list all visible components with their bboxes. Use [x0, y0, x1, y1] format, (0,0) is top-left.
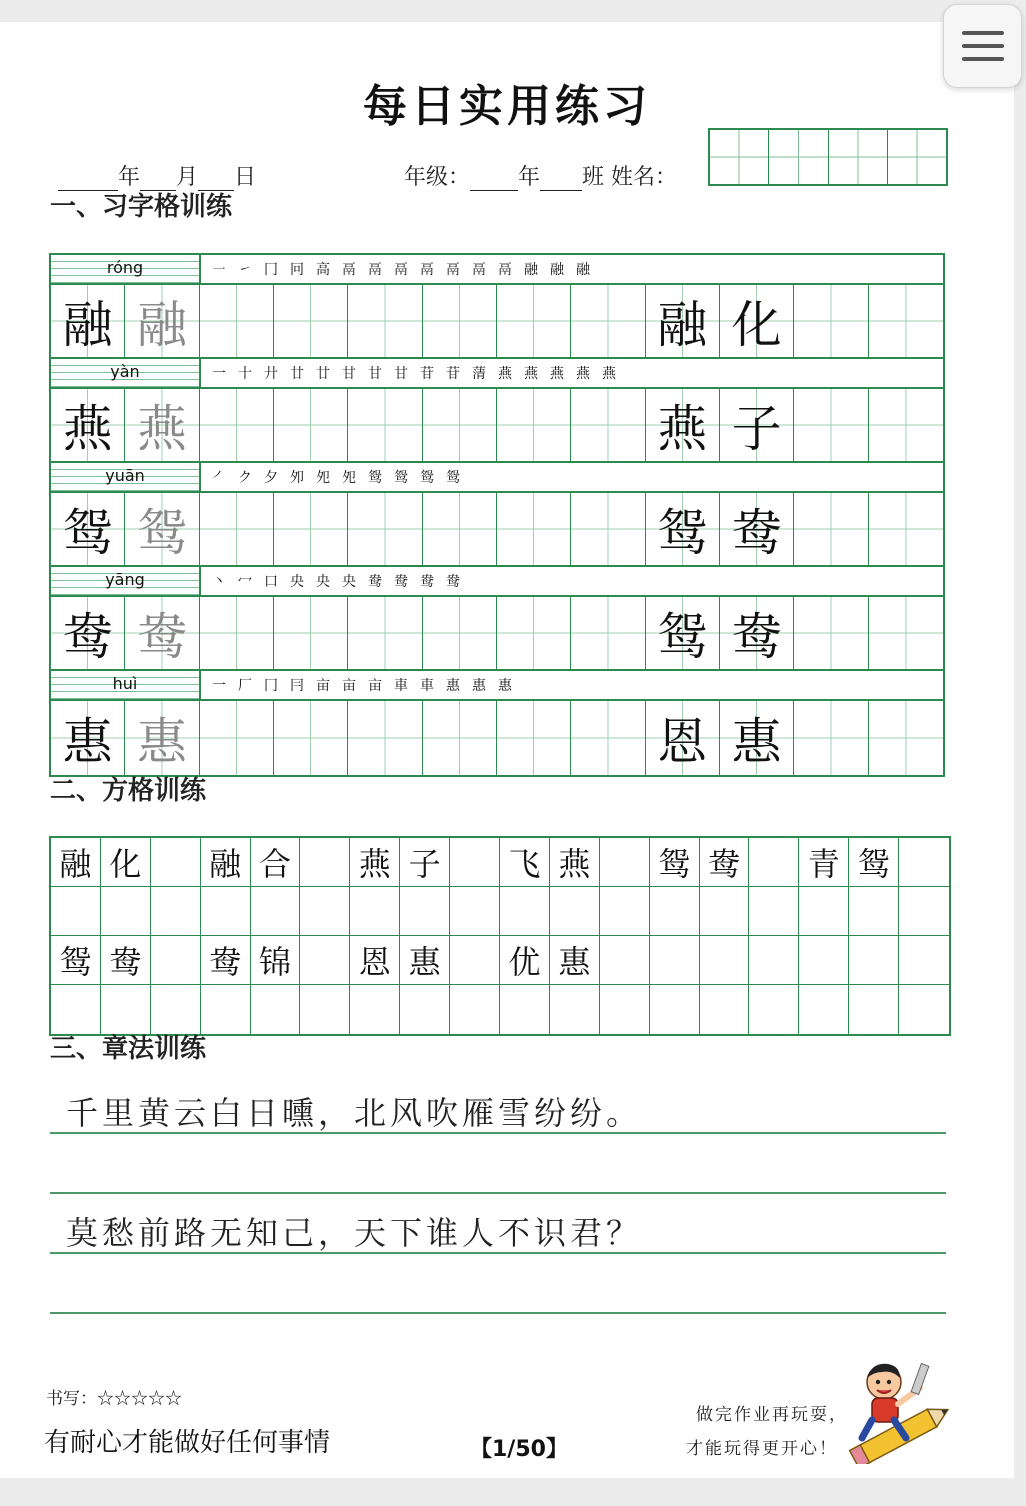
- stroke-step: 亩: [342, 678, 356, 694]
- pinyin-text: yàn: [110, 362, 140, 381]
- blank-practice-cell[interactable]: [794, 701, 868, 775]
- word-character-cell: 鸳: [646, 597, 720, 669]
- blank-square-cell[interactable]: [151, 985, 201, 1034]
- word-character-cell: 融: [646, 285, 720, 357]
- blank-practice-cell[interactable]: [274, 493, 348, 565]
- stroke-step: 惠: [472, 678, 486, 694]
- pinyin-box: [51, 359, 201, 387]
- stroke-order: [201, 255, 943, 283]
- blank-square-cell[interactable]: [650, 936, 700, 985]
- grade-label: 年级：: [404, 165, 471, 190]
- boy-on-pencil-illustration: [842, 1354, 962, 1464]
- blank-practice-cell[interactable]: [497, 389, 571, 461]
- square-character-cell: 飞: [500, 838, 550, 887]
- blank-practice-cell[interactable]: [497, 701, 571, 775]
- blank-square-cell[interactable]: [300, 936, 350, 985]
- stroke-step: 苷: [446, 366, 460, 382]
- stroke-step: 融: [524, 262, 538, 278]
- square-character-cell: 鸯: [700, 838, 750, 887]
- trace-character-cell: 惠: [125, 701, 199, 775]
- blank-practice-cell[interactable]: [794, 493, 868, 565]
- word-character-cell: 化: [720, 285, 794, 357]
- blank-square-cell[interactable]: [450, 887, 500, 936]
- stroke-step: 夘: [290, 470, 304, 486]
- square-character-cell: 惠: [550, 936, 600, 985]
- word-character-cell: 燕: [646, 389, 720, 461]
- blank-square-cell[interactable]: [899, 985, 949, 1034]
- blank-square-cell[interactable]: [899, 887, 949, 936]
- blank-practice-cell[interactable]: [571, 493, 645, 565]
- blank-square-cell[interactable]: [400, 985, 450, 1034]
- stroke-step: 燕: [498, 366, 512, 382]
- blank-square-cell[interactable]: [749, 838, 799, 887]
- stroke-step: ㇒: [212, 470, 226, 486]
- model-character-cell: 惠: [51, 701, 125, 775]
- stroke-step: 冃: [290, 678, 304, 694]
- stroke-step: 夗: [342, 470, 356, 486]
- blank-practice-cell[interactable]: [423, 701, 497, 775]
- stroke-step: 鸳: [446, 470, 460, 486]
- stroke-step: ㇀: [238, 262, 252, 278]
- square-character-cell: 融: [201, 838, 251, 887]
- class-name-label: 班 姓名：: [582, 165, 678, 190]
- blank-square-cell[interactable]: [849, 936, 899, 985]
- blank-square-cell[interactable]: [700, 936, 750, 985]
- blank-square-cell[interactable]: [899, 936, 949, 985]
- stroke-step: 一: [212, 678, 226, 694]
- blank-square-cell[interactable]: [700, 985, 750, 1034]
- grade-year-label: 年: [518, 165, 541, 190]
- stroke-order: [201, 567, 943, 595]
- blank-practice-cell[interactable]: [423, 389, 497, 461]
- stroke-step: 廿: [316, 366, 330, 382]
- stroke-step: 鬲: [368, 262, 382, 278]
- blank-square-cell[interactable]: [700, 887, 750, 936]
- square-character-cell: 燕: [550, 838, 600, 887]
- class-line: [404, 160, 677, 191]
- blank-practice-cell[interactable]: [348, 597, 422, 669]
- grade-blank[interactable]: [470, 168, 518, 191]
- square-character-cell: 锦: [251, 936, 301, 985]
- stroke-step: 甘: [342, 366, 356, 382]
- square-character-cell: 青: [799, 838, 849, 887]
- pinyin-text: yuān: [105, 466, 145, 485]
- blank-square-cell[interactable]: [101, 985, 151, 1034]
- stroke-step: 鸳: [420, 470, 434, 486]
- word-character-cell: 鸯: [720, 493, 794, 565]
- blank-practice-cell[interactable]: [794, 389, 868, 461]
- square-character-cell: 优: [500, 936, 550, 985]
- blank-square-cell[interactable]: [650, 985, 700, 1034]
- stroke-step: 燕: [524, 366, 538, 382]
- page-indicator: 【1/50】: [470, 1437, 568, 1462]
- stroke-step: 廿: [290, 366, 304, 382]
- stroke-step: 車: [420, 678, 434, 694]
- slogan-line-2: 才能玩得更开心！: [686, 1439, 838, 1459]
- stroke-step: ㇐: [212, 262, 226, 278]
- stroke-step: 鬲: [446, 262, 460, 278]
- blank-practice-cell[interactable]: [348, 493, 422, 565]
- stroke-step: 鬲: [342, 262, 356, 278]
- blank-square-cell[interactable]: [300, 838, 350, 887]
- blank-practice-cell[interactable]: [497, 285, 571, 357]
- blank-square-cell[interactable]: [400, 887, 450, 936]
- stroke-step: 夕: [264, 470, 278, 486]
- blank-square-cell[interactable]: [201, 887, 251, 936]
- blank-square-cell[interactable]: [550, 985, 600, 1034]
- pinyin-text: yāng: [105, 570, 145, 589]
- verse-line-1: 千里黄云白日曛，北风吹雁雪纷纷。: [66, 1094, 643, 1132]
- blank-square-cell[interactable]: [600, 985, 650, 1034]
- pinyin-row: [51, 463, 943, 493]
- stroke-step: 冋: [290, 262, 304, 278]
- square-character-cell: 合: [251, 838, 301, 887]
- pinyin-row: [51, 359, 943, 389]
- stroke-step: 鸳: [368, 470, 382, 486]
- word-character-cell: 恩: [646, 701, 720, 775]
- stroke-step: 廾: [264, 366, 278, 382]
- blank-square-cell[interactable]: [300, 985, 350, 1034]
- stroke-step: 亩: [368, 678, 382, 694]
- blank-practice-cell[interactable]: [423, 493, 497, 565]
- verse-line-2: 莫愁前路无知己，天下谁人不识君？: [66, 1214, 643, 1252]
- slogan-line-1: 做完作业再玩耍，: [696, 1405, 848, 1425]
- blank-practice-cell[interactable]: [200, 701, 274, 775]
- blank-practice-cell[interactable]: [274, 701, 348, 775]
- blank-square-cell[interactable]: [450, 936, 500, 985]
- blank-square-cell[interactable]: [849, 887, 899, 936]
- stroke-step: 亩: [316, 678, 330, 694]
- square-character-cell: 鸳: [849, 838, 899, 887]
- stroke-order: [201, 671, 943, 699]
- class-blank[interactable]: [540, 168, 582, 191]
- name-writing-grid[interactable]: [708, 128, 948, 186]
- square-character-cell: 子: [400, 838, 450, 887]
- blank-square-cell[interactable]: [51, 985, 101, 1034]
- square-character-cell: 惠: [400, 936, 450, 985]
- model-character-cell: 鸳: [51, 493, 125, 565]
- section-1-heading: 一、习字格训练: [50, 192, 233, 222]
- stroke-step: 夗: [316, 470, 330, 486]
- blank-square-cell[interactable]: [350, 887, 400, 936]
- stroke-step: 鸯: [446, 574, 460, 590]
- blank-practice-cell[interactable]: [794, 285, 868, 357]
- stroke-step: 蔳: [472, 366, 486, 382]
- blank-practice-cell[interactable]: [869, 285, 943, 357]
- section-3-heading: 三、章法训练: [50, 1034, 207, 1064]
- character-row: [51, 389, 943, 463]
- hamburger-menu-icon[interactable]: [943, 4, 1022, 88]
- stroke-step: 十: [238, 366, 252, 382]
- blank-square-cell[interactable]: [799, 887, 849, 936]
- square-character-cell: 化: [101, 838, 151, 887]
- trace-character-cell: 燕: [125, 389, 199, 461]
- stroke-step: 甘: [368, 366, 382, 382]
- blank-square-cell[interactable]: [749, 936, 799, 985]
- pinyin-box: [51, 671, 201, 699]
- blank-practice-cell[interactable]: [571, 285, 645, 357]
- trace-character-cell: 鸯: [125, 597, 199, 669]
- blank-practice-cell[interactable]: [200, 597, 274, 669]
- blank-square-cell[interactable]: [251, 985, 301, 1034]
- pinyin-text: huì: [112, 674, 138, 693]
- blank-square-cell[interactable]: [550, 887, 600, 936]
- square-character-cell: 燕: [350, 838, 400, 887]
- blank-square-cell[interactable]: [450, 838, 500, 887]
- square-character-cell: 恩: [350, 936, 400, 985]
- stroke-step: 冂: [264, 262, 278, 278]
- blank-square-cell[interactable]: [749, 985, 799, 1034]
- worksheet-page: [0, 22, 1014, 1478]
- character-row: [51, 701, 943, 775]
- tian-grid-practice: [49, 253, 945, 777]
- blank-square-cell[interactable]: [749, 887, 799, 936]
- model-character-cell: 燕: [51, 389, 125, 461]
- rating-label: 书写：☆☆☆☆☆: [46, 1389, 182, 1409]
- stroke-step: 鬲: [472, 262, 486, 278]
- stroke-step: 丶: [212, 574, 226, 590]
- stroke-step: 鸯: [420, 574, 434, 590]
- word-character-cell: 子: [720, 389, 794, 461]
- square-character-cell: 鸳: [51, 936, 101, 985]
- pinyin-box: [51, 567, 201, 595]
- trace-character-cell: 融: [125, 285, 199, 357]
- blank-practice-cell[interactable]: [571, 597, 645, 669]
- character-row: [51, 493, 943, 567]
- blank-square-cell[interactable]: [799, 936, 849, 985]
- blank-square-cell[interactable]: [600, 838, 650, 887]
- trace-character-cell: 鸳: [125, 493, 199, 565]
- writing-line-3[interactable]: [50, 1252, 946, 1254]
- blank-square-cell[interactable]: [899, 838, 949, 887]
- word-character-cell: 鸯: [720, 597, 794, 669]
- blank-square-cell[interactable]: [600, 887, 650, 936]
- blank-square-cell[interactable]: [101, 887, 151, 936]
- stroke-step: 燕: [550, 366, 564, 382]
- blank-square-cell[interactable]: [500, 887, 550, 936]
- stroke-step: 央: [342, 574, 356, 590]
- blank-practice-cell[interactable]: [348, 285, 422, 357]
- character-row: [51, 285, 943, 359]
- blank-square-cell[interactable]: [799, 985, 849, 1034]
- blank-square-cell[interactable]: [51, 887, 101, 936]
- blank-practice-cell[interactable]: [200, 493, 274, 565]
- blank-square-cell[interactable]: [500, 985, 550, 1034]
- blank-square-cell[interactable]: [849, 985, 899, 1034]
- blank-practice-cell[interactable]: [869, 389, 943, 461]
- stroke-step: 鸯: [394, 574, 408, 590]
- stroke-step: 央: [290, 574, 304, 590]
- blank-practice-cell[interactable]: [571, 389, 645, 461]
- writing-line-1[interactable]: [50, 1132, 946, 1134]
- square-character-cell: 鸯: [201, 936, 251, 985]
- blank-square-cell[interactable]: [350, 985, 400, 1034]
- blank-practice-cell[interactable]: [869, 597, 943, 669]
- model-character-cell: 鸯: [51, 597, 125, 669]
- blank-square-cell[interactable]: [151, 887, 201, 936]
- model-character-cell: 融: [51, 285, 125, 357]
- blank-square-cell[interactable]: [450, 985, 500, 1034]
- blank-practice-cell[interactable]: [423, 285, 497, 357]
- blank-practice-cell[interactable]: [497, 493, 571, 565]
- stroke-step: 甘: [394, 366, 408, 382]
- day-label: 日: [234, 165, 257, 190]
- stroke-step: 鬲: [394, 262, 408, 278]
- stroke-step: 厂: [238, 678, 252, 694]
- stroke-step: 燕: [602, 366, 616, 382]
- pinyin-box: [51, 255, 201, 283]
- writing-line-4[interactable]: [50, 1312, 946, 1314]
- stroke-step: 惠: [498, 678, 512, 694]
- stroke-step: 惠: [446, 678, 460, 694]
- blank-practice-cell[interactable]: [794, 597, 868, 669]
- blank-square-cell[interactable]: [151, 936, 201, 985]
- blank-practice-cell[interactable]: [869, 493, 943, 565]
- stroke-step: 鬲: [498, 262, 512, 278]
- page-title: 每日实用练习: [363, 81, 651, 132]
- character-row: [51, 597, 943, 671]
- stroke-step: 高: [316, 262, 330, 278]
- square-character-cell: 鸯: [101, 936, 151, 985]
- stroke-step: 苷: [420, 366, 434, 382]
- stroke-step: 央: [316, 574, 330, 590]
- blank-practice-cell[interactable]: [274, 389, 348, 461]
- stroke-step: 冂: [264, 678, 278, 694]
- blank-practice-cell[interactable]: [497, 597, 571, 669]
- square-character-cell: 融: [51, 838, 101, 887]
- square-grid-practice: [49, 836, 951, 1036]
- blank-practice-cell[interactable]: [423, 597, 497, 669]
- stroke-step: 車: [394, 678, 408, 694]
- year-label: 年: [118, 165, 141, 190]
- pinyin-text: róng: [106, 258, 144, 277]
- blank-square-cell[interactable]: [251, 887, 301, 936]
- section-2-heading: 二、方格训练: [50, 776, 207, 806]
- stroke-step: 融: [550, 262, 564, 278]
- blank-practice-cell[interactable]: [348, 389, 422, 461]
- stroke-step: 口: [264, 574, 278, 590]
- blank-practice-cell[interactable]: [274, 597, 348, 669]
- word-character-cell: 鸳: [646, 493, 720, 565]
- blank-practice-cell[interactable]: [200, 285, 274, 357]
- square-character-cell: 鸳: [650, 838, 700, 887]
- stroke-step: 冖: [238, 574, 252, 590]
- stroke-step: ク: [238, 470, 252, 486]
- stroke-step: 融: [576, 262, 590, 278]
- blank-practice-cell[interactable]: [348, 701, 422, 775]
- blank-practice-cell[interactable]: [200, 389, 274, 461]
- stroke-order: [201, 463, 943, 491]
- blank-practice-cell[interactable]: [274, 285, 348, 357]
- stroke-step: 鬲: [420, 262, 434, 278]
- motto-text: 有耐心才能做好任何事情: [44, 1428, 331, 1458]
- month-label: 月: [176, 165, 199, 190]
- pinyin-row: [51, 671, 943, 701]
- stroke-step: 一: [212, 366, 226, 382]
- pinyin-row: [51, 567, 943, 597]
- pinyin-row: [51, 255, 943, 285]
- blank-square-cell[interactable]: [151, 838, 201, 887]
- pinyin-box: [51, 463, 201, 491]
- blank-practice-cell[interactable]: [571, 701, 645, 775]
- blank-practice-cell[interactable]: [869, 701, 943, 775]
- stroke-step: 燕: [576, 366, 590, 382]
- blank-square-cell[interactable]: [300, 887, 350, 936]
- stroke-step: 鸳: [394, 470, 408, 486]
- writing-line-2[interactable]: [50, 1192, 946, 1194]
- stroke-step: 鸯: [368, 574, 382, 590]
- blank-square-cell[interactable]: [600, 936, 650, 985]
- blank-square-cell[interactable]: [201, 985, 251, 1034]
- blank-square-cell[interactable]: [650, 887, 700, 936]
- stroke-order: [201, 359, 943, 387]
- word-character-cell: 惠: [720, 701, 794, 775]
